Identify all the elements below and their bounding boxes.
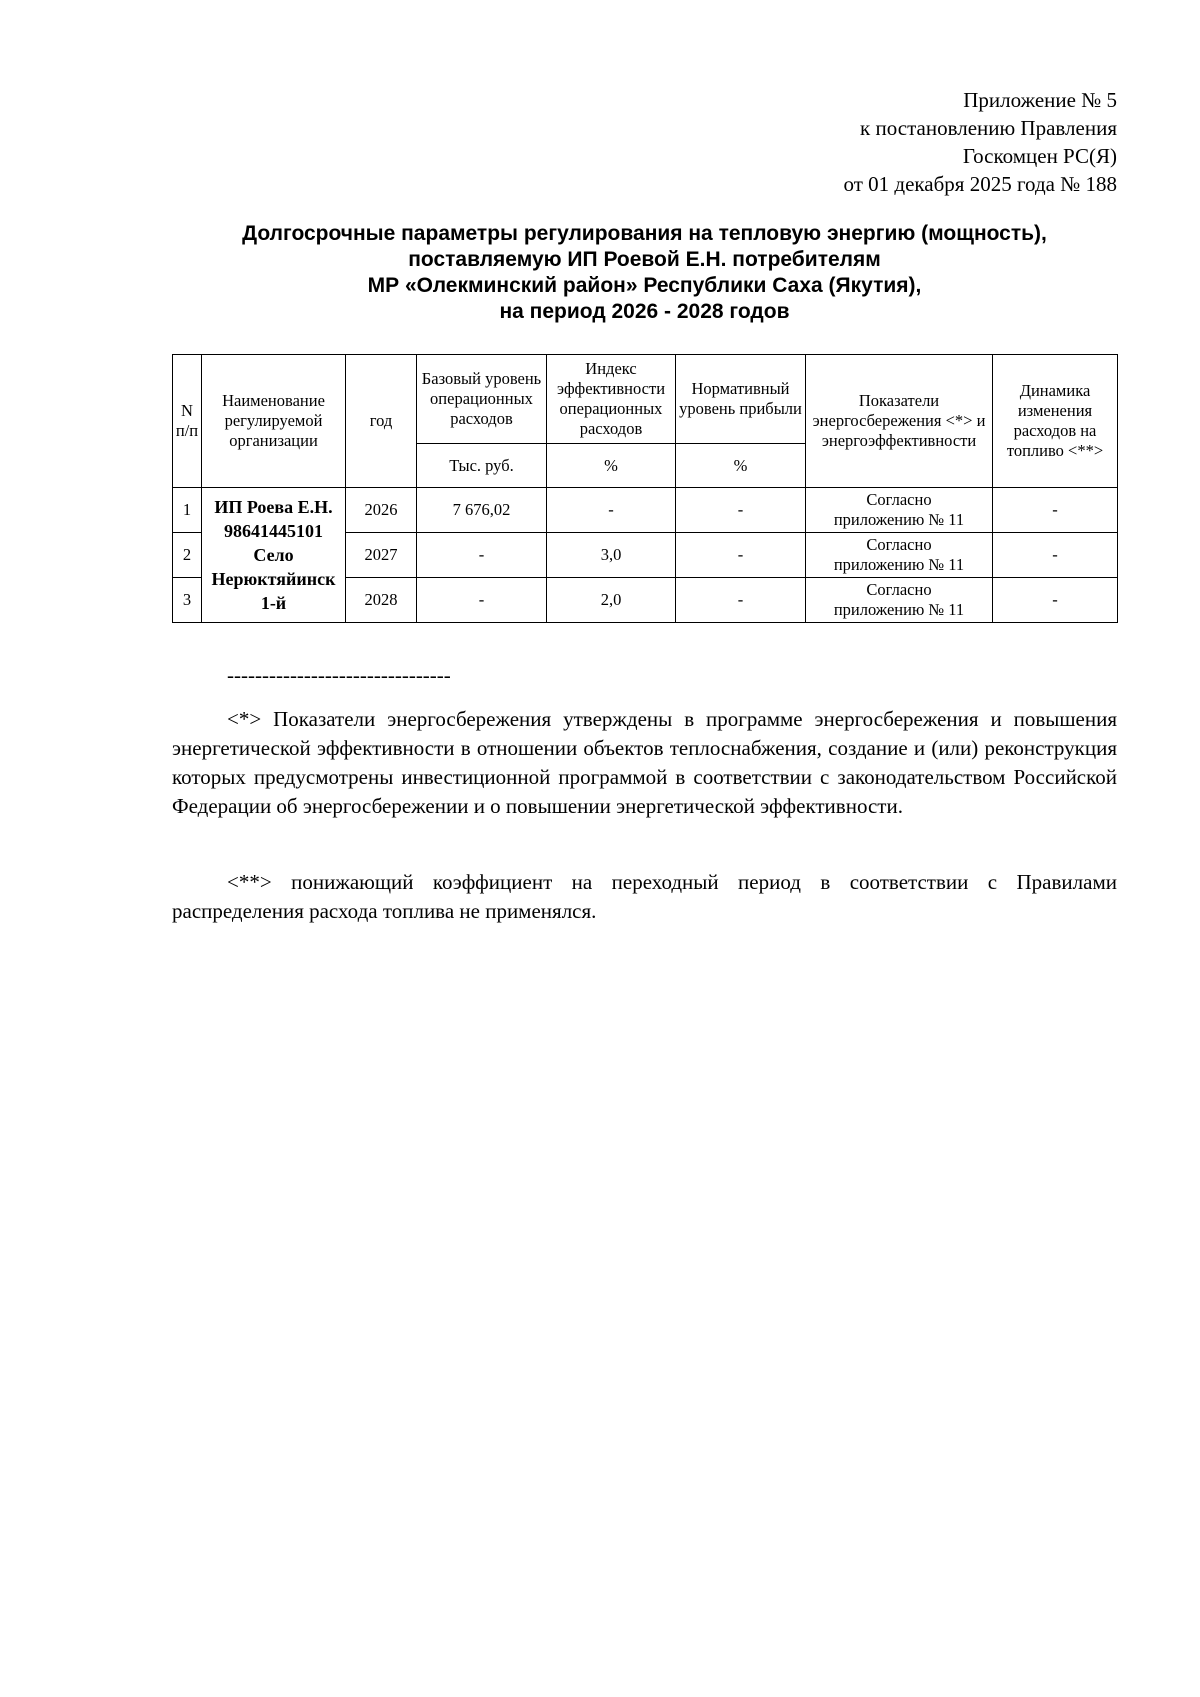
header-org: Наименование регулируемой организации — [202, 355, 346, 488]
footnote-separator: -------------------------------- — [227, 663, 451, 687]
unit-index: % — [547, 444, 676, 488]
cell-base: 7 676,02 — [417, 488, 547, 533]
unit-profit: % — [676, 444, 806, 488]
header-num: N п/п — [173, 355, 202, 488]
title-line-1: Долгосрочные параметры регулирования на тепловую энергию (мощность), — [242, 222, 1047, 245]
cell-energy-line-1: Согласно — [866, 580, 932, 599]
cell-energy-line-2: приложению № 11 — [833, 510, 965, 529]
header-fuel: Динамика изменения расходов на топливо <**> — [993, 355, 1118, 488]
header-index: Индекс эффективности операционных расходов — [547, 355, 676, 444]
cell-num: 3 — [173, 578, 202, 623]
title-line-2: поставляемую ИП Роевой Е.Н. потребителям — [408, 248, 881, 271]
appendix-resolution: к постановлению Правления — [860, 116, 1117, 140]
cell-energy-line-2: приложению № 11 — [833, 555, 965, 574]
cell-energy-line-1: Согласно — [866, 535, 932, 554]
document-title — [172, 221, 1117, 325]
cell-fuel: - — [993, 578, 1118, 623]
table-row — [173, 488, 1118, 533]
cell-energy — [806, 488, 993, 533]
cell-num: 2 — [173, 533, 202, 578]
org-settlement-suffix: 1-й — [260, 593, 287, 613]
appendix-date: от 01 декабря 2025 года № 188 — [843, 172, 1117, 196]
cell-year: 2027 — [346, 533, 417, 578]
cell-organization — [202, 488, 346, 623]
cell-energy-line-1: Согласно — [866, 490, 932, 509]
cell-index: 2,0 — [547, 578, 676, 623]
table-header-row — [173, 355, 1118, 444]
cell-base: - — [417, 578, 547, 623]
appendix-reference — [844, 86, 1117, 198]
header-base: Базовый уровень операционных расходов — [417, 355, 547, 444]
footnote-fuel-coefficient: <**> понижающий коэффициент на переходный период в соответствии с Правилами распределения расхода топлива не применялся. — [172, 870, 1117, 923]
cell-index: - — [547, 488, 676, 533]
cell-energy-line-2: приложению № 11 — [833, 600, 965, 619]
cell-index: 3,0 — [547, 533, 676, 578]
title-line-3: МР «Олекминский район» Республики Саха (Якутия), — [367, 274, 922, 297]
cell-fuel: - — [993, 533, 1118, 578]
cell-energy — [806, 578, 993, 623]
header-profit: Нормативный уровень прибыли — [676, 355, 806, 444]
cell-energy — [806, 533, 993, 578]
org-code: 98641445101 — [224, 521, 323, 541]
cell-fuel: - — [993, 488, 1118, 533]
cell-profit: - — [676, 533, 806, 578]
org-name: ИП Роева Е.Н. — [214, 497, 333, 517]
cell-profit: - — [676, 578, 806, 623]
cell-num: 1 — [173, 488, 202, 533]
cell-year: 2028 — [346, 578, 417, 623]
header-energy: Показатели энергосбережения <*> и энергоэффективности — [806, 355, 993, 488]
unit-base: Тыс. руб. — [417, 444, 547, 488]
footnote-energy-saving: <*> Показатели энергосбережения утверждены в программе энергосбережения и повышения энергетической эффективности в отношении объектов теплоснабжения, создание и (или) реконструкция которых предусмотрены инвестиционной программой в соответствии с законодательством Российской Федерации об энергосбережении и о повышении энергетической эффективности. — [172, 707, 1117, 818]
title-line-4: на период 2026 - 2028 годов — [499, 300, 790, 323]
header-year: год — [346, 355, 417, 488]
cell-year: 2026 — [346, 488, 417, 533]
appendix-number: Приложение № 5 — [963, 88, 1117, 112]
parameters-table — [172, 354, 1118, 623]
org-settlement-name: Нерюктяйинск — [211, 569, 336, 589]
appendix-authority: Госкомцен РС(Я) — [962, 144, 1117, 168]
cell-profit: - — [676, 488, 806, 533]
org-settlement-type: Село — [253, 545, 294, 565]
cell-base: - — [417, 533, 547, 578]
